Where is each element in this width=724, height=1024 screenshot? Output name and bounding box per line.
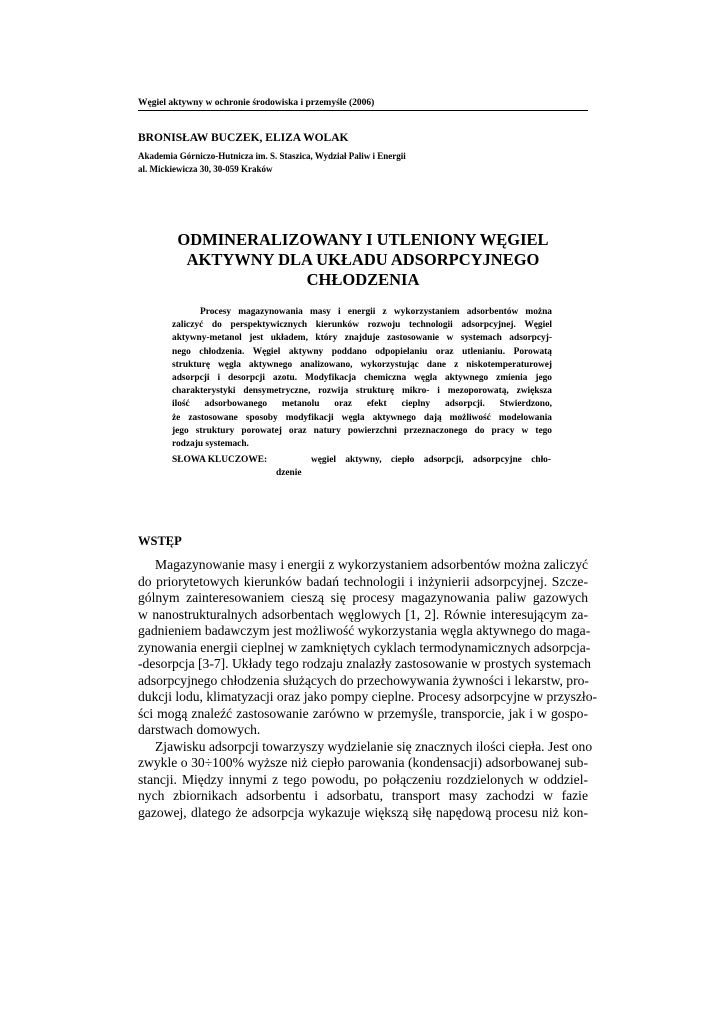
body-line: nych zbiornikach adsorbentu i adsorbatu, transport masy zachodzi w fazie [138,788,588,803]
body-line: darstwach domowych. [138,722,261,737]
keywords-text: węgiel aktywny, ciepło adsorpcji, adsorpcyjne chło- [311,455,551,465]
body-line: -desorpcja [3-7]. Układy tego rodzaju znalazły zastosowanie w prostych systemach [138,656,591,671]
abstract-line: zaliczyć do perspektywicznych kierunków rozwoju technologii adsorpcyjnej. Węgiel [172,320,552,331]
body-line: dukcji lodu, klimatyzacji oraz jako pompy cieplne. Procesy adsorpcyjne w przyszło- [138,689,598,704]
body-line: Zjawisku adsorpcji towarzyszy wydzielanie się znacznych ilości ciepła. Jest ono [155,738,593,754]
body-line: ści mogą znaleźć zastosowanie zarówno w przemyśle, transporcie, jak i w gospo- [138,705,588,721]
body-line: gazowej, dlatego że adsorpcja wykazuje większą siłę napędową procesu niż kon- [138,804,588,820]
abstract-line: strukturę węgla aktywnego analizowano, wykorzystując dane z niskotemperaturowej [172,359,552,370]
body-line: gadnieniem badawczym jest możliwość wykorzystania węgla aktywnego do maga- [138,623,591,638]
abstract-line: aktywny-metanol jest układem, który znajduje zastosowanie w systemach adsorpcyj- [172,333,552,344]
body-line: stancji. Między innymi z tego powodu, po połączeniu rozdzielonych w oddziel- [138,771,588,787]
authors: BRONISŁAW BUCZEK, ELIZA WOLAK [138,132,349,144]
abstract-line: adsorpcji i desorpcji azotu. Modyfikacja chemiczna węgla aktywnego zmienia jego [172,372,552,383]
body-line: do priorytetowych kierunków badań technologii i inżynierii adsorpcyjnej. Szcze- [138,573,588,589]
body-text [138,557,598,821]
abstract-line: ilość adsorbowanego metanolu oraz efekt cieplny adsorpcji. Stwierdzono, [172,399,552,410]
keywords-text-continued: dzenie [276,468,302,478]
section-heading: WSTĘP [138,534,182,548]
abstract-line: charakterystyki densymetryczne, rozwija strukturę mikro- i mezoporowatą, zwiększa [172,386,552,397]
body-line: zwykle o 30÷100% wyższe niż ciepło parowania (kondensacji) adsorbowanej sub- [138,755,588,770]
abstract-line: rodzaju systemach. [172,438,249,449]
body-line: zynowania energii cieplnej w zamkniętych cyklach termodynamicznych adsorpcja- [138,639,591,655]
body-line: Magazynowanie masy i energii z wykorzystaniem adsorbentów można zaliczyć [155,557,589,572]
header-rule [138,110,588,111]
affiliation-address: al. Mickiewicza 30, 30-059 Kraków [138,164,273,174]
abstract-line: że zastosowane sposoby modyfikacji węgla aktywnego dają możliwość modelowania [172,412,552,423]
paper-title-line: CHŁODZENIA [306,270,420,289]
paper-title-line: ODMINERALIZOWANY I UTLENIONY WĘGIEL [177,230,549,249]
running-header: Węgiel aktywny w ochronie środowiska i przemyśle (2006) [138,98,375,108]
abstract [172,306,552,451]
keywords-label: SŁOWA KLUCZOWE: [172,455,268,465]
affiliation-line: Akademia Górniczo-Hutnicza im. S. Staszica, Wydział Paliw i Energii [138,151,406,161]
abstract-line: Procesy magazynowania masy i energii z wykorzystaniem adsorbentów można [200,307,552,317]
paper-title-line: AKTYWNY DLA UKŁADU ADSORPCYJNEGO [186,250,540,269]
body-line: adsorpcyjnego chłodzenia służących do przechowywania żywności i lekarstw, pro- [138,672,589,688]
body-line: w nanostrukturalnych adsorbentach węglowych [1, 2]. Równie interesującym za- [138,606,588,622]
abstract-line: jego struktury porowatej oraz natury powierzchni przeznaczonego do pracy w tego [172,425,552,436]
body-line: gólnym zainteresowaniem cieszą się procesy magazynowania paliw gazowych [138,590,588,605]
abstract-line: nego chłodzenia. Węgiel aktywny poddano odpopielaniu oraz utlenianiu. Porowatą [172,346,552,357]
